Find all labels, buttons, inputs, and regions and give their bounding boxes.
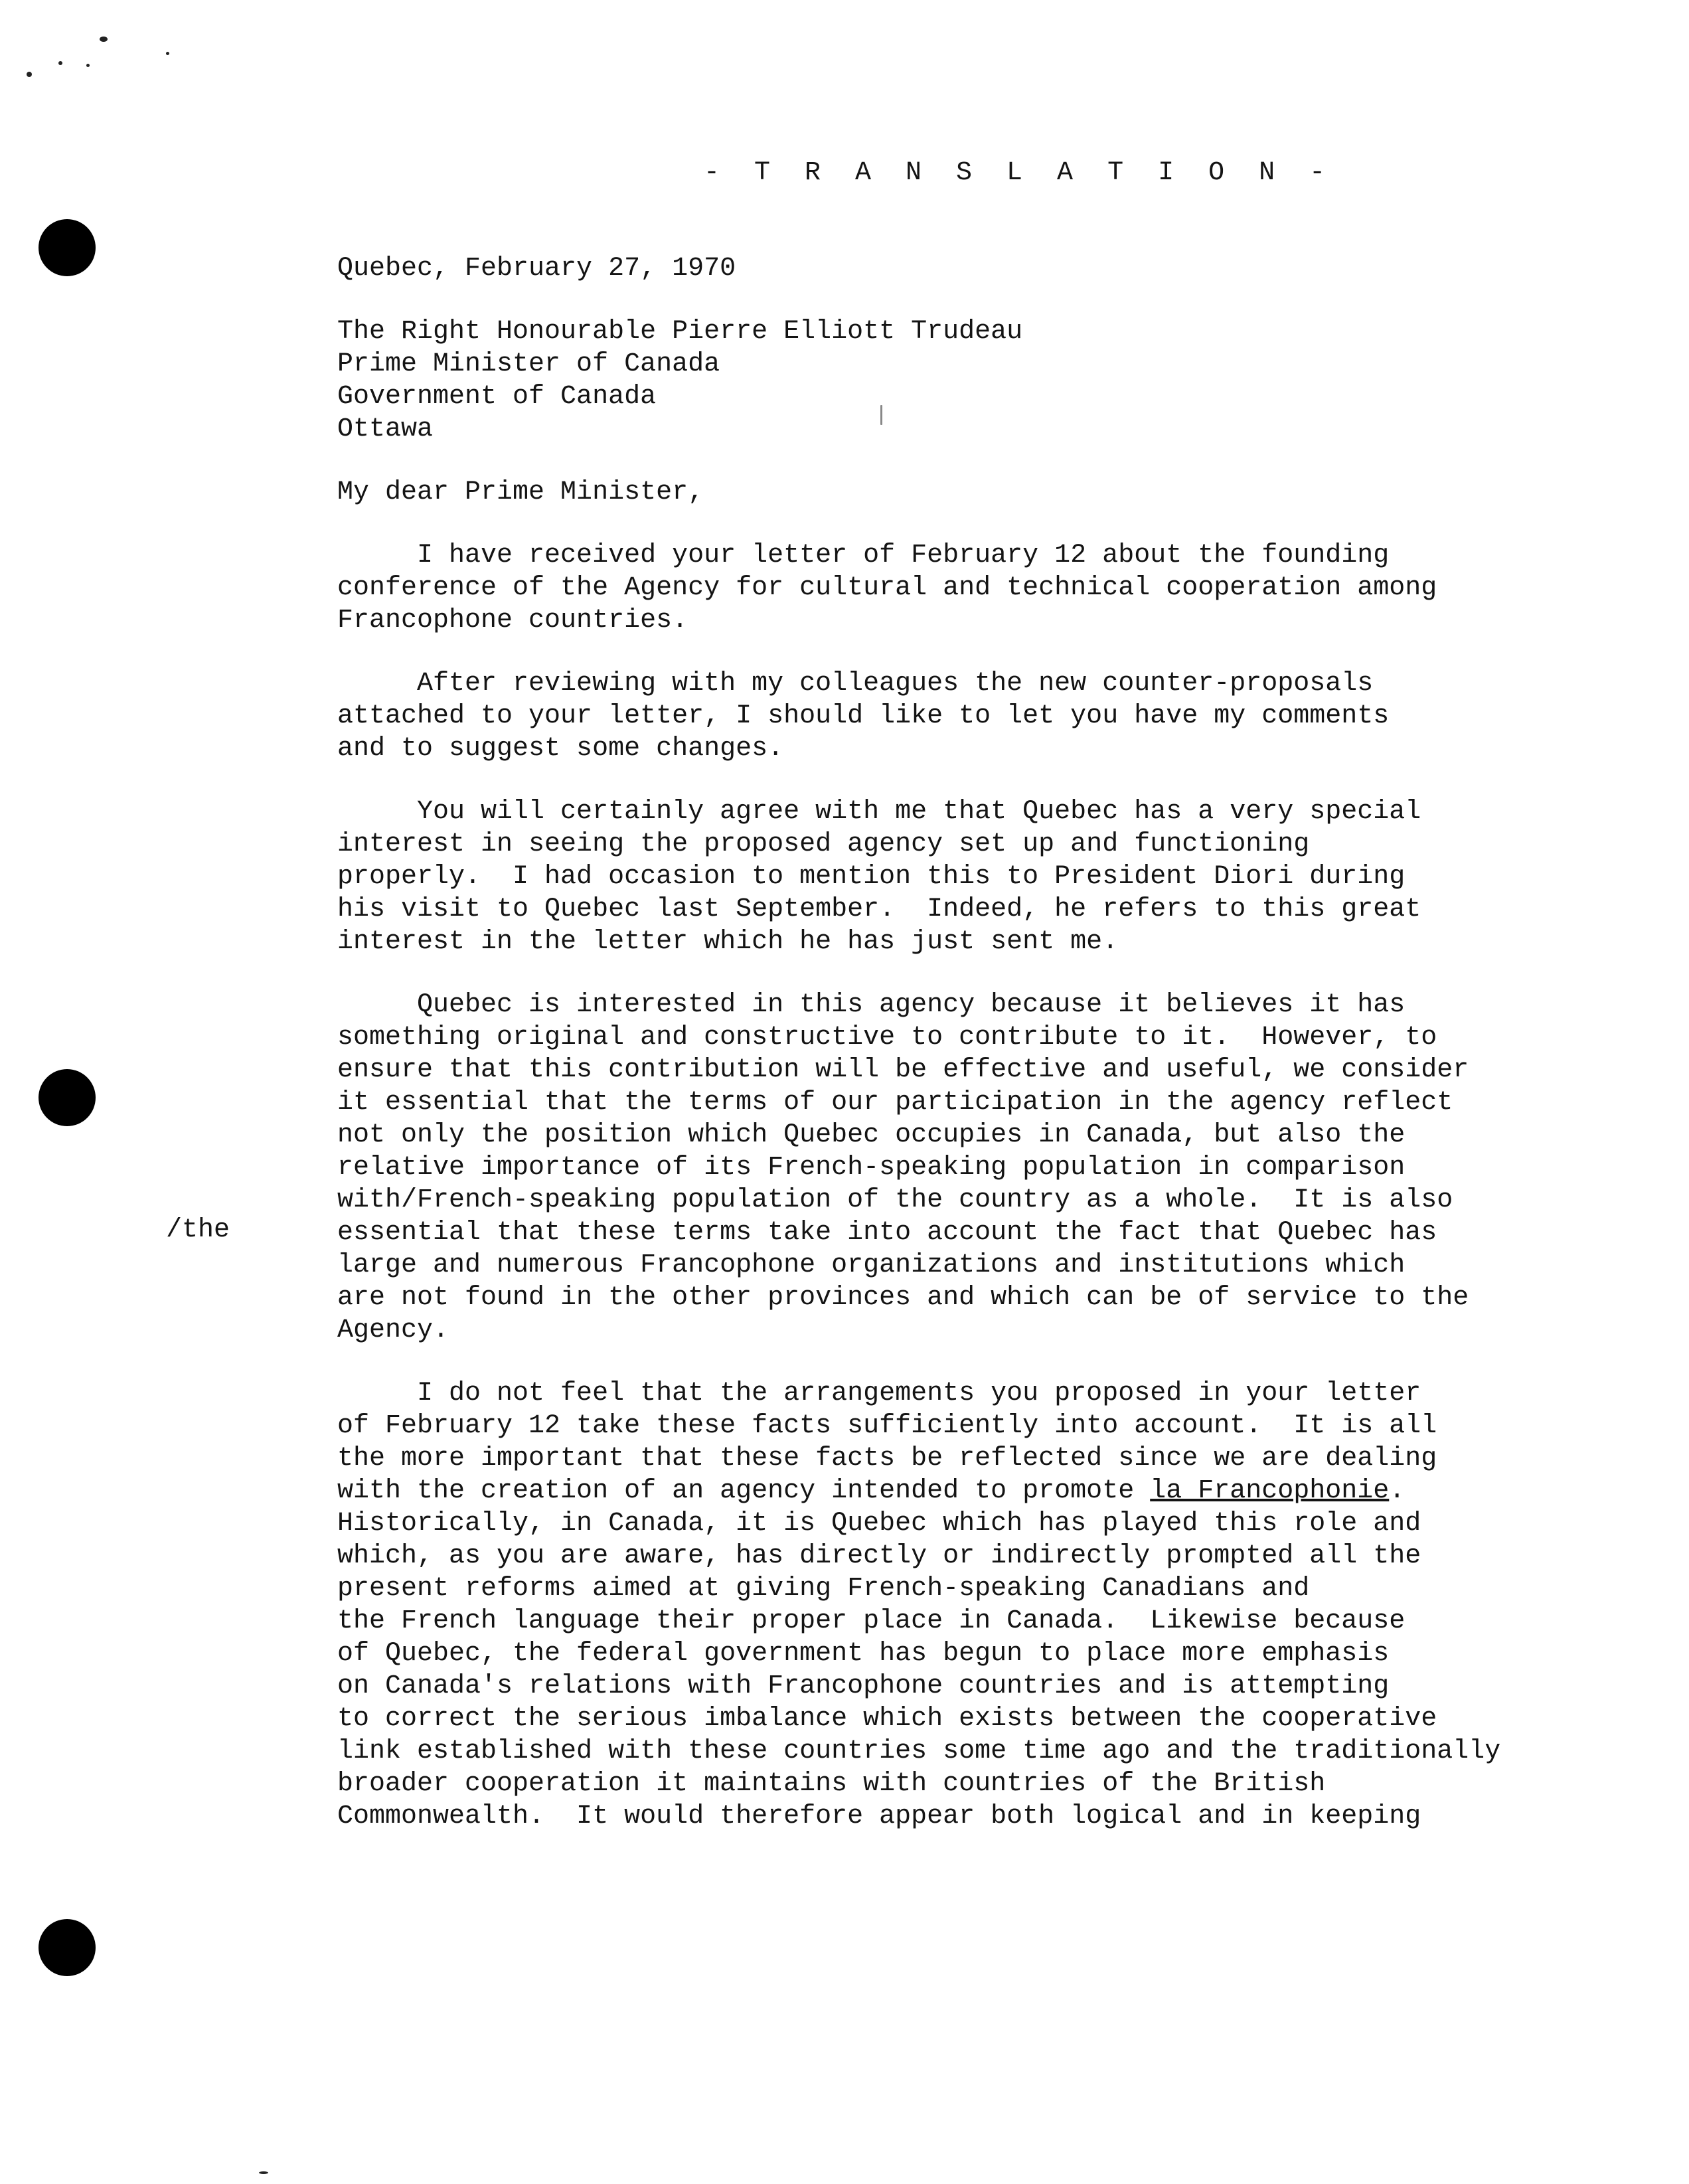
binder-hole-middle (39, 1069, 96, 1126)
text-line: with/French-speaking population of the country as a whole. It is also (337, 1185, 1453, 1215)
scan-speck (166, 52, 169, 55)
addressee-block (337, 315, 1546, 446)
text-line: the French language their proper place in Canada. Likewise because (337, 1606, 1406, 1636)
paragraph-1 (337, 539, 1546, 637)
text-line: and to suggest some changes. (337, 734, 784, 764)
document-heading: - T R A N S L A T I O N - (704, 158, 1335, 188)
addressee-line: The Right Honourable Pierre Elliott Trudeau (337, 317, 1023, 347)
text-line: link established with these countries some time ago and the traditionally (337, 1736, 1501, 1766)
scan-speck (58, 61, 62, 65)
paragraph-4 (337, 989, 1546, 1347)
underlined-term: la Francophonie (1150, 1476, 1390, 1506)
text-line: of February 12 take these facts sufficiently into account. It is all (337, 1411, 1437, 1441)
text-line: After reviewing with my colleagues the new counter-proposals (337, 669, 1374, 699)
salutation: My dear Prime Minister, (337, 477, 704, 507)
text-line: are not found in the other provinces and which can be of service to the (337, 1283, 1469, 1313)
scan-speck (100, 37, 108, 42)
scan-speck (259, 2171, 268, 2174)
text-line: which, as you are aware, has directly or indirectly prompted all the (337, 1541, 1421, 1571)
binder-hole-top (39, 219, 96, 276)
text-line: attached to your letter, I should like to let you have my comments (337, 701, 1390, 731)
text-line: ensure that this contribution will be effective and useful, we consider (337, 1055, 1469, 1085)
text-line: Agency. (337, 1315, 449, 1345)
text-line: essential that these terms take into account the fact that Quebec has (337, 1218, 1437, 1248)
addressee-line: Government of Canada (337, 382, 657, 412)
text-line: the more important that these facts be reflected since we are dealing (337, 1444, 1437, 1473)
paragraph-5 (337, 1377, 1546, 1833)
margin-note: /the (166, 1215, 230, 1245)
text-line: properly. I had occasion to mention this to President Diori during (337, 862, 1406, 892)
text-line: his visit to Quebec last September. Indeed, he refers to this great (337, 894, 1421, 924)
text-line: Historically, in Canada, it is Quebec which has played this role and (337, 1509, 1421, 1539)
text-line: broader cooperation it maintains with countries of the British (337, 1769, 1326, 1799)
text-line: You will certainly agree with me that Quebec has a very special (337, 797, 1421, 827)
text-line-with-underline (337, 1475, 1546, 1507)
text-line: something original and constructive to contribute to it. However, to (337, 1023, 1437, 1052)
text-line: to correct the serious imbalance which exists between the cooperative (337, 1704, 1437, 1734)
scan-speck (27, 72, 32, 77)
text-line: of Quebec, the federal government has begun to place more emphasis (337, 1639, 1390, 1669)
text-segment: with the creation of an agency intended to promote (337, 1476, 1151, 1506)
text-line: on Canada's relations with Francophone countries and is attempting (337, 1671, 1390, 1701)
text-line: Commonwealth. It would therefore appear both logical and in keeping (337, 1802, 1421, 1831)
text-line: Quebec is interested in this agency because it believes it has (337, 990, 1406, 1020)
text-line: large and numerous Francophone organizations and institutions which (337, 1250, 1406, 1280)
scan-speck (86, 64, 90, 67)
text-line: not only the position which Quebec occupies in Canada, but also the (337, 1120, 1406, 1150)
text-line: present reforms aimed at giving French-speaking Canadians and (337, 1574, 1310, 1604)
text-line: relative importance of its French-speaking population in comparison (337, 1153, 1406, 1183)
date-line: Quebec, February 27, 1970 (337, 254, 736, 284)
text-line: interest in the letter which he has just sent me. (337, 927, 1119, 957)
text-line: it essential that the terms of our participation in the agency reflect (337, 1088, 1453, 1118)
addressee-line: Ottawa (337, 414, 434, 444)
text-line: conference of the Agency for cultural and technical cooperation among (337, 573, 1437, 603)
text-line: I do not feel that the arrangements you proposed in your letter (337, 1379, 1421, 1408)
text-line: I have received your letter of February 12 about the founding (337, 541, 1390, 570)
paragraph-3 (337, 796, 1546, 958)
addressee-line: Prime Minister of Canada (337, 349, 720, 379)
text-line: interest in seeing the proposed agency set up and functioning (337, 829, 1310, 859)
text-line: Francophone countries. (337, 606, 688, 635)
paragraph-2 (337, 667, 1546, 765)
text-segment: . (1389, 1476, 1406, 1506)
letter-body (337, 252, 1546, 1863)
binder-hole-bottom (39, 1919, 96, 1976)
